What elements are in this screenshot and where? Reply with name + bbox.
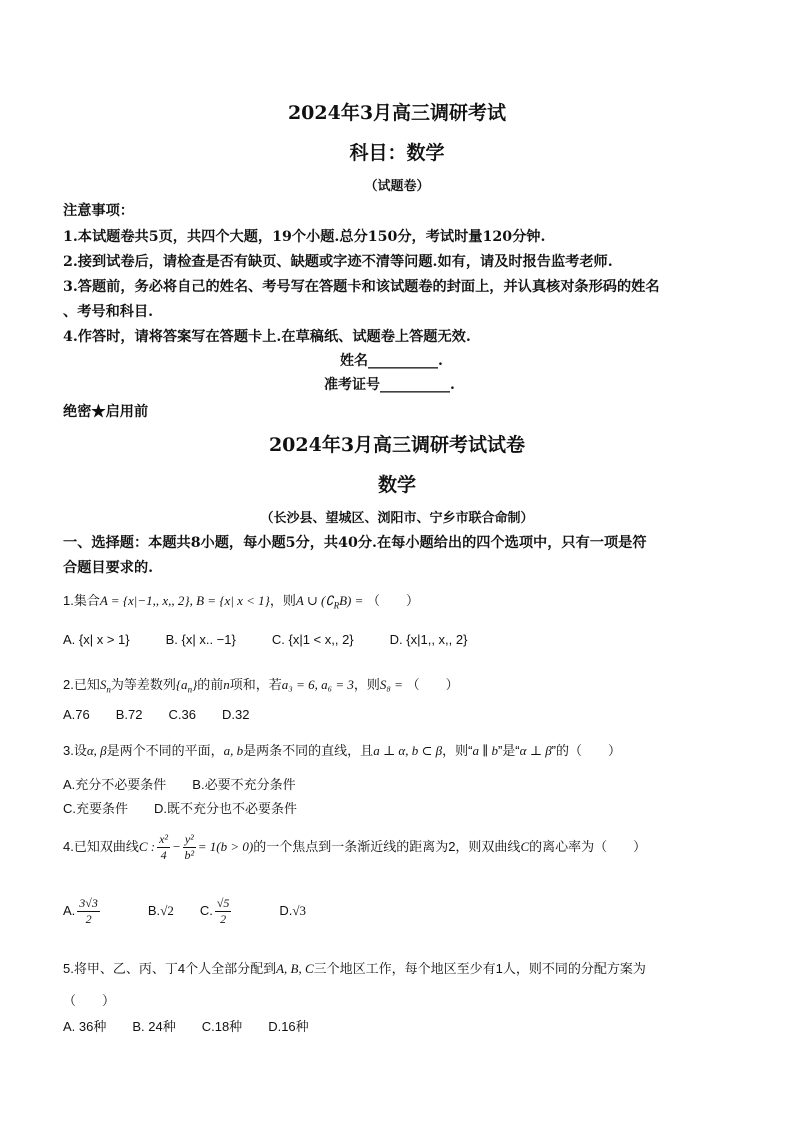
option-c: C.36 [168,707,196,722]
section-heading: 一、选择题：本题共8小题，每小题5分，共40分.在每小题给出的四个选项中，只有一项是符 [63,535,647,551]
section-heading-cont: 合题目要求的. [63,560,154,576]
paper-type: （试题卷） [364,179,430,194]
paper-subject: 数学 [377,474,416,496]
option-a: $\frac{3√3}{2}$ [79,896,98,926]
option-d: D. {x|1,, x,, 2} [389,632,468,647]
option-d: D.16种 [268,1019,309,1034]
note-item-4: 4.作答时，请将答案写在答题卡上.在草稿纸、试题卷上答题无效. [63,329,471,345]
paper-makers: （长沙县、望城区、浏阳市、宁乡市联合命制） [260,511,534,526]
fraction-x: $\frac{\text{x²}}{4}$ [159,832,169,862]
secret-mark: 绝密★启用前 [63,404,149,420]
option-c: C.18种 [201,1019,243,1034]
option-d: D.32 [221,707,250,722]
question-1-options [63,632,493,647]
option-d: √3 [292,902,307,918]
option-a: A. {x| x > 1} [63,632,130,647]
option-b: B. 24种 [132,1019,176,1034]
note-item-3-cont: 、考号和科目. [63,304,154,320]
question-3: 3.设α, β是两个不同的平面，a, b是两条不同的直线，且a ⊥ α, b ⊂ β，则“a ∥ b”是“α ⊥ β”的（ ） [63,743,622,758]
question-4: 4.已知双曲线C : $\frac{\text{x²}}{4}$ − $\frac{\text{y²}}{\text{b²}}$ = 1(b > 0)的一个焦点到一条渐近线的距离为2，则双曲线C的离心率为（ ） [63,832,647,862]
question-5-bracket: （ ） [63,993,116,1008]
question-2: 2.已知$S_n$为等差数列$\{a_n\}$的前n项和，若a₃ = 6, a₆ = 3，则S₈ = （ ） [63,677,459,695]
option-a: A.76 [63,707,90,722]
name-field: 姓名__________. [340,353,443,369]
option-b: √2 [160,902,174,918]
option-c: C. {x|1 < x,, 2} [271,632,354,647]
question-5-options [63,1016,335,1035]
option-c: C.充要条件 [63,801,129,816]
option-d: D.既不充分也不必要条件 [154,801,298,816]
option-b: B.必要不充分条件 [192,777,296,792]
paper-title: 2024年3月高三调研考试试卷 [268,434,526,456]
note-item-1: 1.本试题卷共5页，共四个大题，19个小题.总分150分，考试时量120分钟. [63,229,546,245]
question-3-options-row1 [63,774,322,793]
option-a: A. 36种 [63,1019,107,1034]
question-5: 5.将甲、乙、丙、丁4个人全部分配到A, B, C三个地区工作，每个地区至少有1人，则不同的分配方案为 [63,961,646,976]
fraction-y: $\frac{\text{y²}}{\text{b²}}$ [184,832,195,862]
note-item-3: 3.答题前，务必将自己的姓名、考号写在答题卡和该试题卷的封面上，并认真核对条形码的姓名 [63,279,660,295]
option-c: $\frac{√5}{2}$ [216,896,230,926]
notes-heading: 注意事项： [63,203,134,219]
option-b: B. {x| x.. −1} [165,632,236,647]
option-b: B.72 [115,707,143,722]
exam-subject: 科目：数学 [349,142,445,164]
question-1: 1.集合A = {x|−1,, x,, 2}, B = {x| x < 1}，则A ∪ $(∁_RB)$ = （ ） [63,593,420,611]
question-2-options [63,707,275,722]
exam-id-field: 准考证号__________. [324,377,455,393]
exam-title: 2024年3月高三调研考试 [287,102,507,124]
question-4-options: A. $\frac{3√3}{2}$ B.√2 C. $\frac{√5}{2}$ D.√3 [63,896,307,926]
option-a: A.充分不必要条件 [63,777,167,792]
question-3-options-row2 [63,798,323,817]
note-item-2: 2.接到试卷后，请检查是否有缺页、缺题或字迹不清等问题.如有，请及时报告监考老师. [63,254,613,270]
